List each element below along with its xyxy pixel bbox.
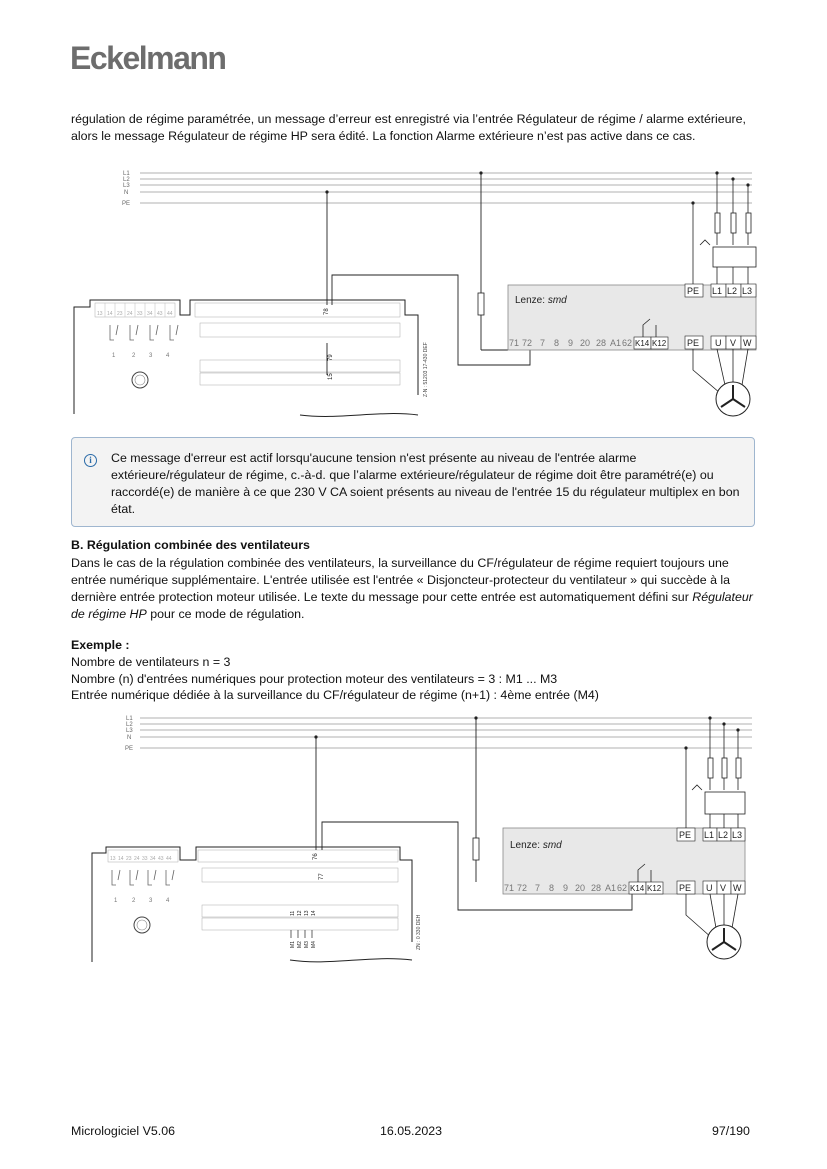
terminal-76: 76 <box>313 853 319 860</box>
ctrl-terminal-13: 13 <box>110 856 116 862</box>
output-terminal-v: V <box>730 338 737 348</box>
ctrl-terminal-43: 43 <box>158 856 164 862</box>
controller-knob <box>134 917 150 933</box>
line-label-pe: PE <box>122 201 131 207</box>
ctrl-terminal-24: 24 <box>134 856 140 862</box>
ctrl-terminal-34: 34 <box>150 856 156 862</box>
device-bottom-7: 7 <box>535 883 541 893</box>
example-heading: Exemple : <box>71 638 130 652</box>
footer-date: 16.05.2023 <box>380 1124 443 1138</box>
ctrl-terminal-24: 24 <box>127 311 133 317</box>
device-bottom-9: 9 <box>568 338 574 348</box>
motor-input-m4: M4 <box>311 941 317 948</box>
line-label-n: N <box>127 735 132 741</box>
device-bottom-72: 72 <box>517 883 528 893</box>
device-bottom-71: 71 <box>504 883 515 893</box>
device-bottom-71: 71 <box>509 338 520 348</box>
example-line-2: Nombre (n) d'entrées numériques pour protection moteur des ventilateurs = 3 : M1 ... M3 <box>71 672 558 686</box>
relay-k12: K12 <box>652 339 667 348</box>
ctrl-terminal-13: 13 <box>97 311 103 317</box>
terminal-77: 77 <box>319 873 325 880</box>
output-terminal-v: V <box>720 883 727 893</box>
device-terminal-l2: L2 <box>727 286 738 296</box>
output-terminal-pe: PE <box>687 338 700 348</box>
example-line-1: Nombre de ventilateurs n = 3 <box>71 655 231 669</box>
device-bottom-7: 7 <box>540 338 546 348</box>
device-terminal-l2: L2 <box>718 830 729 840</box>
device-bottom-a1: A1 <box>610 338 622 348</box>
ctrl-number-1: 1 <box>112 353 116 359</box>
ctrl-number-1: 1 <box>114 898 118 904</box>
ctrl-number-3: 3 <box>149 353 153 359</box>
wiring-diagram-2 <box>60 710 760 970</box>
relay-k14: K14 <box>630 884 645 893</box>
section-b-paragraph: Dans le cas de la régulation combinée des ventilateurs, la surveillance du CF/régulateur de régime requiert toujours une entrée numérique supplémentaire. L'entrée utilisée est l'entrée « Disjoncteur-protecteur du ventilateur » qui succède à la dernière entrée protection moteur utilisée. Le texte du message pour cette entrée est automatiquement défini sur Régulateur de régime HP pour ce mode de régulation. <box>71 556 753 621</box>
output-terminal-pe: PE <box>679 883 692 893</box>
ctrl-terminal-43: 43 <box>157 311 163 317</box>
device-terminal-l1: L1 <box>712 286 723 296</box>
line-label-l2: L2 <box>123 177 130 183</box>
lenze-label: Lenze: smd <box>510 840 562 851</box>
ctrl-terminal-34: 34 <box>147 311 153 317</box>
device-bottom-a1: A1 <box>605 883 617 893</box>
device-bottom-8: 8 <box>549 883 555 893</box>
device-terminal-l3: L3 <box>742 286 753 296</box>
output-terminal-w: W <box>743 338 752 348</box>
footer-page-number: 97/190 <box>712 1124 750 1138</box>
ctrl-terminal-33: 33 <box>142 856 148 862</box>
ctrl-number-3: 3 <box>149 898 153 904</box>
eckelmann-logo: Eckelmann <box>70 40 226 76</box>
motor-input-m2: M2 <box>297 941 303 948</box>
terminal-15: 15 <box>328 373 334 380</box>
motor-input-m3: M3 <box>304 941 310 948</box>
output-terminal-u: U <box>715 338 722 348</box>
diagram2-part-label: ZN : 0 330 DEH <box>416 914 422 950</box>
device-bottom-28: 28 <box>596 338 607 348</box>
intro-paragraph: régulation de régime paramétrée, un message d’erreur est enregistré via l’entrée Régulateur de régime / alarme extérieure, alors le message Régulateur de régime HP sera édité. La fonction Alarme extérieure n’est pas active dans ce cas. <box>71 112 746 143</box>
device-terminal-l1: L1 <box>704 830 715 840</box>
motor-input-terminal-13: 13 <box>304 910 310 916</box>
device-bottom-8: 8 <box>554 338 560 348</box>
device-bottom-72: 72 <box>522 338 533 348</box>
ctrl-number-4: 4 <box>166 353 170 359</box>
motor-input-terminal-14: 14 <box>311 910 317 916</box>
motor-input-terminal-12: 12 <box>297 910 303 916</box>
line-label-l1: L1 <box>123 171 130 177</box>
example-line-3: Entrée numérique dédiée à la surveillance du CF/régulateur de régime (n+1) : 4ème entrée (M4) <box>71 688 599 702</box>
ctrl-terminal-23: 23 <box>117 311 123 317</box>
line-label-l3: L3 <box>126 728 133 734</box>
terminal-78: 78 <box>324 308 330 315</box>
ctrl-terminal-14: 14 <box>107 311 113 317</box>
footer-software-version: Micrologiciel V5.06 <box>71 1124 175 1138</box>
relay-k12: K12 <box>647 884 662 893</box>
output-terminal-u: U <box>706 883 713 893</box>
ctrl-terminal-23: 23 <box>126 856 132 862</box>
wiring-diagram-1 <box>60 165 760 425</box>
ctrl-number-2: 2 <box>132 898 136 904</box>
lenze-label: Lenze: smd <box>515 295 567 306</box>
device-terminal-pe: PE <box>687 286 700 296</box>
ctrl-terminal-14: 14 <box>118 856 124 862</box>
motor-input-m1: M1 <box>290 941 296 948</box>
ctrl-number-4: 4 <box>166 898 170 904</box>
device-bottom-20: 20 <box>575 883 586 893</box>
device-bottom-62: 62 <box>622 338 633 348</box>
device-bottom-20: 20 <box>580 338 591 348</box>
device-bottom-9: 9 <box>563 883 569 893</box>
line-label-l3: L3 <box>123 183 130 189</box>
ctrl-terminal-44: 44 <box>167 311 173 317</box>
line-label-l2: L2 <box>126 722 133 728</box>
line-label-l1: L1 <box>126 716 133 722</box>
output-terminal-w: W <box>733 883 742 893</box>
device-terminal-pe: PE <box>679 830 692 840</box>
ctrl-terminal-33: 33 <box>137 311 143 317</box>
device-bottom-28: 28 <box>591 883 602 893</box>
diagram1-part-label: Z-N : 51203 17-430 DEF <box>423 342 429 397</box>
line-label-n: N <box>124 190 129 196</box>
device-terminal-l3: L3 <box>732 830 743 840</box>
device-bottom-62: 62 <box>617 883 628 893</box>
note-text: Ce message d'erreur est actif lorsqu'aucune tension n'est présente au niveau de l'entrée alarme extérieure/régulateur de régime, c.-à-d. que l’alarme extérieure/régulateur de régime doit être paramétré(e) ou raccordé(e) de manière à ce que 230 V CA soient présents au niveau de l'entrée 15 du régulateur multiplex en bon état. <box>111 451 740 516</box>
info-icon: i <box>84 454 97 467</box>
terminal-79: 79 <box>328 354 334 361</box>
relay-k14: K14 <box>635 339 650 348</box>
ctrl-terminal-44: 44 <box>166 856 172 862</box>
controller-knob <box>132 372 148 388</box>
motor-input-terminal-11: 11 <box>290 910 296 916</box>
ctrl-number-2: 2 <box>132 353 136 359</box>
info-note <box>71 437 755 527</box>
section-b-heading: B. Régulation combinée des ventilateurs <box>71 538 310 552</box>
line-label-pe: PE <box>125 746 134 752</box>
